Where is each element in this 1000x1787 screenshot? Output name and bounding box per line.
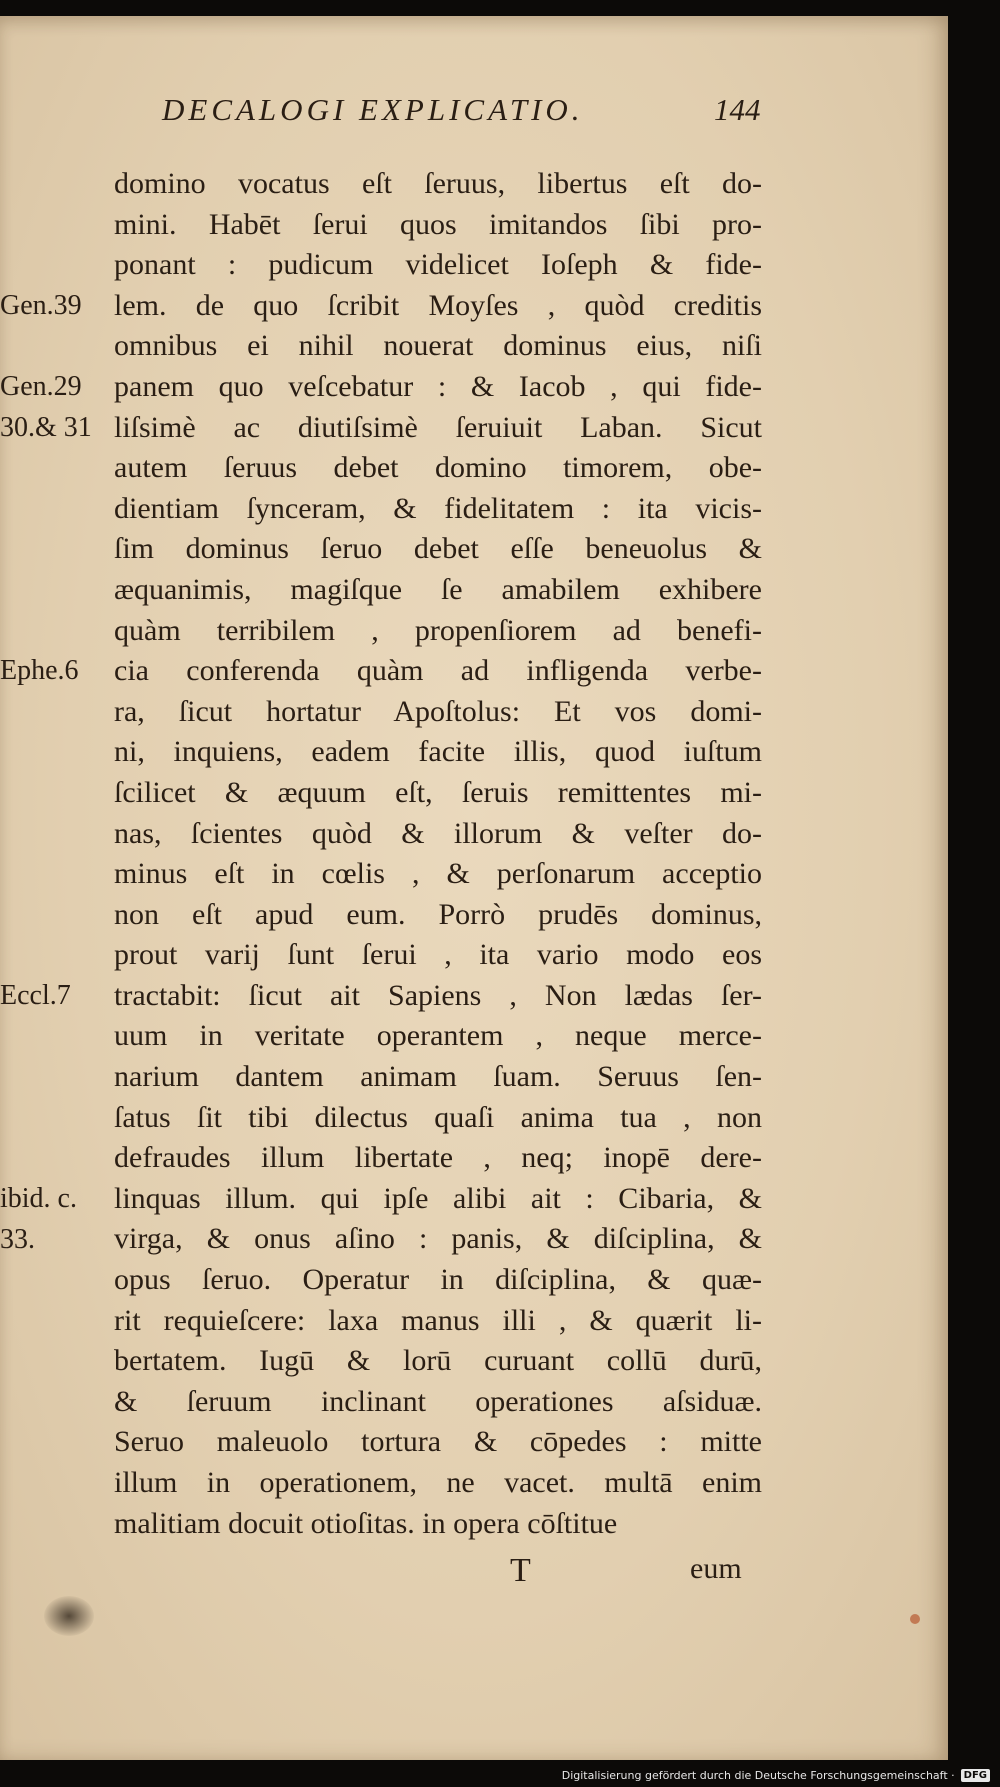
margin-note: 33. — [0, 1223, 35, 1255]
text-line: rit requieſcere: laxa manus illi , & quærit li- — [114, 1303, 762, 1337]
body-text — [114, 164, 762, 1544]
margin-note: 30.& 31 — [0, 411, 92, 443]
text-line: liſsimè ac diutiſsimè ſeruiuit Laban. Sicut — [114, 410, 762, 444]
text-line: autem ſeruus debet domino timorem, obe- — [114, 451, 762, 485]
text-line: non eſt apud eum. Porrò prudēs dominus, — [114, 897, 762, 931]
text-line: linquas illum. qui ipſe alibi ait : Cibaria, & — [114, 1181, 762, 1215]
text-line: defraudes illum libertate , neq; inopē dere- — [114, 1141, 762, 1175]
text-line: cia conferenda quàm ad infligenda verbe- — [114, 654, 762, 688]
text-line: illum in operationem, ne vacet. multā enim — [114, 1466, 762, 1499]
text-line: quàm terribilem , propenſiorem ad benefi- — [114, 613, 762, 647]
margin-note: Gen.29 — [0, 371, 82, 402]
dfg-logo: DFG — [961, 1769, 990, 1782]
text-line: domino vocatus eſt ſeruus, libertus eſt do- — [114, 167, 762, 200]
page-number: 144 — [714, 92, 761, 127]
text-line: ni, inquiens, eadem facite illis, quod iuſtum — [114, 735, 762, 769]
book-page — [0, 16, 948, 1760]
margin-note: Ephe.6 — [0, 655, 79, 687]
text-line: opus ſeruo. Operatur in diſciplina, & quæ- — [114, 1263, 762, 1297]
paper-spot — [910, 1614, 920, 1624]
text-line: ra, ſicut hortatur Apoſtolus: Et vos domi- — [114, 694, 762, 728]
text-line: virga, & onus aſino : panis, & diſciplina, & — [114, 1222, 762, 1256]
text-line: Seruo maleuolo tortura & cōpedes : mitte — [114, 1425, 762, 1459]
footer-credit: Digitalisierung gefördert durch die Deutsche Forschungsgemeinschaft · — [561, 1768, 955, 1782]
ink-stain — [44, 1596, 94, 1636]
text-line: tractabit: ſicut ait Sapiens , Non lædas ſer- — [114, 978, 762, 1012]
text-line: dientiam ſynceram, & fidelitatem : ita vicis- — [114, 491, 762, 525]
text-line: mini. Habēt ſerui quos imitandos ſibi pro- — [114, 207, 762, 241]
text-line: uum in veritate operantem , neque merce- — [114, 1019, 762, 1053]
text-line: bertatem. Iugū & lorū curuant collū durū, — [114, 1344, 762, 1378]
catchword: eum — [690, 1552, 742, 1585]
text-line: panem quo veſcebatur : & Iacob , qui fide- — [114, 369, 762, 403]
signature-mark: T — [510, 1552, 531, 1589]
text-line: ſatus ſit tibi dilectus quaſi anima tua , non — [114, 1100, 762, 1134]
text-line: ſcilicet & æquum eſt, ſeruis remittentes mi- — [114, 775, 762, 809]
text-line: & ſeruum inclinant operationes aſsiduæ. — [114, 1384, 762, 1418]
text-line: æquanimis, magiſque ſe amabilem exhibere — [114, 572, 762, 606]
text-line: minus eſt in cœlis , & perſonarum acceptio — [114, 857, 762, 891]
text-line: ponant : pudicum videlicet Ioſeph & fide- — [114, 248, 762, 282]
text-line: prout varij ſunt ſerui , ita vario modo eos — [114, 938, 762, 972]
margin-note: Eccl.7 — [0, 980, 71, 1011]
margin-note: Gen.39 — [0, 289, 82, 321]
text-line: narium dantem animam ſuam. Seruus ſen- — [114, 1060, 762, 1094]
text-line: nas, ſcientes quòd & illorum & veſter do- — [114, 816, 762, 850]
running-head: DECALOGI EXPLICATIO. — [162, 92, 584, 127]
text-line: lem. de quo ſcribit Moyſes , quòd creditis — [114, 288, 762, 322]
text-line: malitiam docuit otioſitas. in opera cōſtitue — [114, 1506, 618, 1540]
margin-note: ibid. c. — [0, 1183, 77, 1214]
text-line: ſim dominus ſeruo debet eſſe beneuolus & — [114, 532, 762, 566]
text-line: omnibus ei nihil nouerat dominus eius, niſi — [114, 329, 762, 363]
digitization-footer — [562, 1765, 990, 1785]
